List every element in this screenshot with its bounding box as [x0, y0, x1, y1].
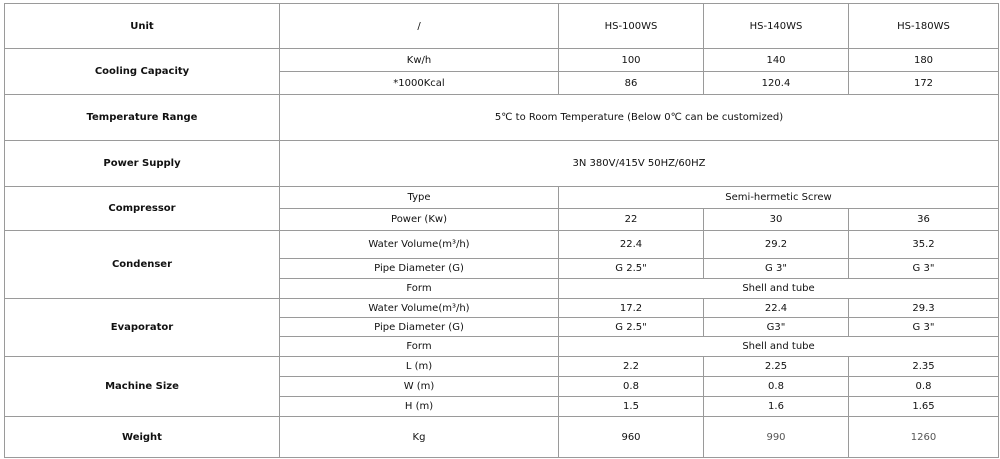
table-cell: 1.6 — [704, 397, 849, 417]
table-cell: G 2.5" — [559, 259, 704, 279]
row-unit: H (m) — [280, 397, 559, 417]
table-cell: G3" — [704, 318, 849, 337]
table-cell: 120.4 — [704, 72, 849, 95]
table-cell: 2.35 — [849, 357, 999, 377]
power-supply-value: 3N 380V/415V 50HZ/60HZ — [280, 141, 999, 187]
table-cell: G 3" — [849, 259, 999, 279]
row-unit: Water Volume(m³/h) — [280, 231, 559, 259]
weight-row — [5, 417, 999, 458]
temperature-range-row — [5, 95, 999, 141]
evaporator-label: Evaporator — [5, 299, 280, 357]
table-cell: 0.8 — [559, 377, 704, 397]
power-supply-label: Power Supply — [5, 141, 280, 187]
evaporator-water-row — [5, 299, 999, 318]
table-cell: 86 — [559, 72, 704, 95]
table-cell: 0.8 — [849, 377, 999, 397]
table-cell: G 2.5" — [559, 318, 704, 337]
table-cell: 22.4 — [559, 231, 704, 259]
table-cell: 1260 — [849, 417, 999, 458]
header-row — [5, 4, 999, 49]
table-cell: 22.4 — [704, 299, 849, 318]
table-cell: 1.5 — [559, 397, 704, 417]
table-cell: 0.8 — [704, 377, 849, 397]
table-cell: 29.3 — [849, 299, 999, 318]
unit-header: Unit — [5, 4, 280, 49]
temperature-range-label: Temperature Range — [5, 95, 280, 141]
compressor-type-row — [5, 187, 999, 209]
condenser-water-row — [5, 231, 999, 259]
table-cell: 100 — [559, 49, 704, 72]
row-unit: *1000Kcal — [280, 72, 559, 95]
table-cell: 30 — [704, 209, 849, 231]
machine-size-length-row — [5, 357, 999, 377]
cooling-capacity-label: Cooling Capacity — [5, 49, 280, 95]
table-cell: 1.65 — [849, 397, 999, 417]
table-cell: 180 — [849, 49, 999, 72]
cooling-capacity-row-kw — [5, 49, 999, 72]
table-cell: G 3" — [849, 318, 999, 337]
model-header-3: HS-180WS — [849, 4, 999, 49]
weight-label: Weight — [5, 417, 280, 458]
condenser-form-value: Shell and tube — [559, 279, 999, 299]
compressor-type-value: Semi-hermetic Screw — [559, 187, 999, 209]
row-unit: Water Volume(m³/h) — [280, 299, 559, 318]
table-cell: 2.25 — [704, 357, 849, 377]
table-cell: 960 — [559, 417, 704, 458]
table-cell: 2.2 — [559, 357, 704, 377]
row-unit: Type — [280, 187, 559, 209]
spec-table — [4, 3, 999, 458]
model-header-1: HS-100WS — [559, 4, 704, 49]
machine-size-label: Machine Size — [5, 357, 280, 417]
evaporator-form-value: Shell and tube — [559, 337, 999, 357]
row-unit: Form — [280, 337, 559, 357]
table-cell: 29.2 — [704, 231, 849, 259]
row-unit: Pipe Diameter (G) — [280, 318, 559, 337]
compressor-label: Compressor — [5, 187, 280, 231]
condenser-label: Condenser — [5, 231, 280, 299]
table-cell: 35.2 — [849, 231, 999, 259]
model-header-2: HS-140WS — [704, 4, 849, 49]
table-cell: 990 — [704, 417, 849, 458]
table-cell: 172 — [849, 72, 999, 95]
row-unit: Kw/h — [280, 49, 559, 72]
table-cell: 140 — [704, 49, 849, 72]
row-unit: Form — [280, 279, 559, 299]
row-unit: Pipe Diameter (G) — [280, 259, 559, 279]
table-cell: G 3" — [704, 259, 849, 279]
row-unit: W (m) — [280, 377, 559, 397]
table-cell: 17.2 — [559, 299, 704, 318]
temperature-range-value: 5℃ to Room Temperature (Below 0℃ can be customized) — [280, 95, 999, 141]
table-cell: 36 — [849, 209, 999, 231]
row-unit: Power (Kw) — [280, 209, 559, 231]
table-cell: 22 — [559, 209, 704, 231]
row-unit: Kg — [280, 417, 559, 458]
unit-column-header: / — [280, 4, 559, 49]
power-supply-row — [5, 141, 999, 187]
row-unit: L (m) — [280, 357, 559, 377]
